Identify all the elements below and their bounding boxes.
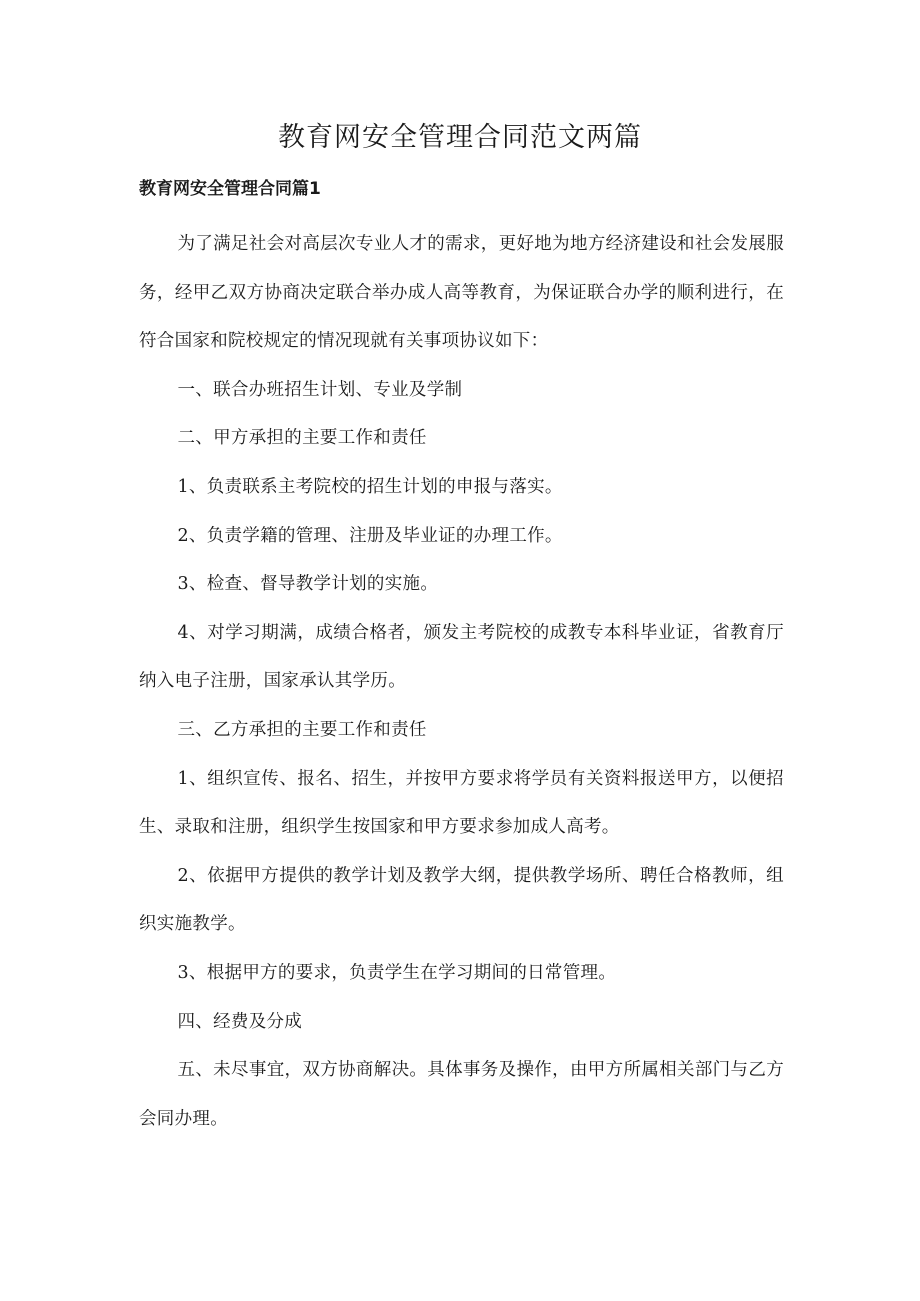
clause-item: 2、负责学籍的管理、注册及毕业证的办理工作。 bbox=[177, 525, 563, 546]
intro-paragraph: 为了满足社会对高层次专业人才的需求，更好地为地方经济建设和社会发展服务，经甲乙双方协商决定联合举办成人高等教育，为保证联合办学的顺利进行，在符合国家和院校规定的情况现就有关事项协议如下： bbox=[139, 234, 784, 352]
clause-heading-2: 二、甲方承担的主要工作和责任 bbox=[177, 428, 427, 449]
clause-heading-4: 四、经费及分成 bbox=[177, 1011, 303, 1032]
clause-item: 3、检查、督导教学计划的实施。 bbox=[177, 574, 439, 595]
document-title: 教育网安全管理合同范文两篇 bbox=[278, 122, 642, 153]
section-heading: 教育网安全管理合同篇1 bbox=[139, 179, 321, 199]
document-body bbox=[139, 220, 784, 1143]
clause-item: 2、依据甲方提供的教学计划及教学大纲，提供教学场所、聘任合格教师，组织实施教学。 bbox=[139, 865, 784, 935]
clause-item: 4、对学习期满，成绩合格者，颁发主考院校的成教专本科毕业证，省教育厅纳入电子注册，国家承认其学历。 bbox=[139, 622, 784, 692]
clause-item: 3、根据甲方的要求，负责学生在学习期间的日常管理。 bbox=[177, 962, 617, 983]
clause-heading-5: 五、未尽事宜，双方协商解决。具体事务及操作，由甲方所属相关部门与乙方会同办理。 bbox=[139, 1060, 784, 1129]
clause-item: 1、负责联系主考院校的招生计划的申报与落实。 bbox=[177, 476, 563, 497]
clause-item: 1、组织宣传、报名、招生，并按甲方要求将学员有关资料报送甲方，以便招生、录取和注册，组织学生按国家和甲方要求参加成人高考。 bbox=[139, 768, 784, 838]
clause-heading-3: 三、乙方承担的主要工作和责任 bbox=[177, 719, 427, 740]
clause-heading-1: 一、联合办班招生计划、专业及学制 bbox=[177, 379, 463, 400]
